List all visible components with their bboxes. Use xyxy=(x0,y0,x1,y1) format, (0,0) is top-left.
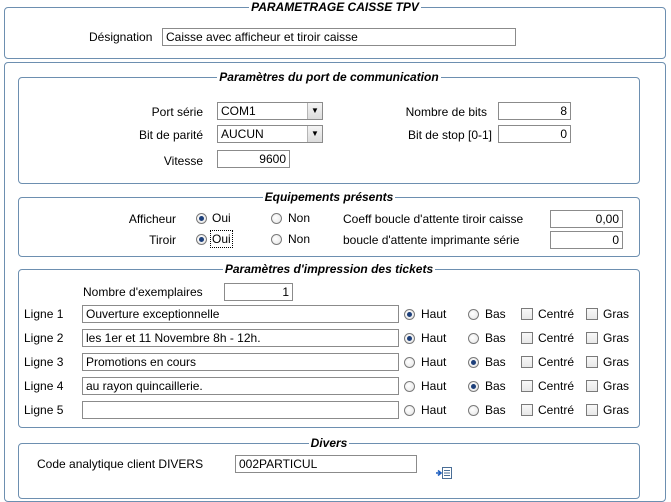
bold-label: Gras xyxy=(603,403,630,417)
center-label: Centré xyxy=(538,355,575,369)
bold-label: Gras xyxy=(603,355,630,369)
ticket-line-top-radio-4[interactable] xyxy=(404,381,415,392)
ticket-line-bottom-radio-5[interactable] xyxy=(468,405,479,416)
designation-label: Désignation xyxy=(89,30,153,44)
drawer-yes-label: Oui xyxy=(212,232,231,246)
ticket-line-label: Ligne 5 xyxy=(24,403,64,417)
stop-label: Bit de stop [0-1] xyxy=(407,128,492,142)
top-label: Haut xyxy=(421,355,447,369)
center-label: Centré xyxy=(538,403,575,417)
bottom-label: Bas xyxy=(485,403,506,417)
drawer-no-radio[interactable] xyxy=(271,234,282,245)
bits-input[interactable]: 8 xyxy=(498,102,571,120)
code-input[interactable]: 002PARTICUL xyxy=(235,455,417,473)
parity-select[interactable] xyxy=(217,125,323,143)
bottom-label: Bas xyxy=(485,307,506,321)
ticket-line-input-1[interactable]: Ouverture exceptionnelle xyxy=(82,305,399,323)
ticket-line-label: Ligne 3 xyxy=(24,355,64,369)
center-label: Centré xyxy=(538,307,575,321)
center-label: Centré xyxy=(538,331,575,345)
tickets-title: Paramètres d'impression des tickets xyxy=(224,262,434,276)
ticket-line-bottom-radio-3[interactable] xyxy=(468,357,479,368)
chevron-down-icon[interactable]: ▼ xyxy=(307,126,322,142)
copies-input[interactable]: 1 xyxy=(224,283,293,301)
ticket-line-bottom-radio-1[interactable] xyxy=(468,309,479,320)
coeff-label: Coeff boucle d'attente tiroir caisse xyxy=(343,212,524,226)
ticket-line-center-checkbox-4[interactable] xyxy=(521,380,533,392)
ticket-line-bold-checkbox-2[interactable] xyxy=(586,332,598,344)
top-label: Haut xyxy=(421,379,447,393)
speed-label: Vitesse xyxy=(163,154,203,168)
ticket-line-bottom-radio-4[interactable] xyxy=(468,381,479,392)
ticket-line-input-5[interactable] xyxy=(82,401,399,419)
speed-input[interactable]: 9600 xyxy=(217,150,290,168)
top-label: Haut xyxy=(421,403,447,417)
designation-input[interactable]: Caisse avec afficheur et tiroir caisse xyxy=(162,28,516,46)
ticket-line-center-checkbox-5[interactable] xyxy=(521,404,533,416)
ticket-line-center-checkbox-1[interactable] xyxy=(521,308,533,320)
center-label: Centré xyxy=(538,379,575,393)
ticket-line-bold-checkbox-4[interactable] xyxy=(586,380,598,392)
ticket-line-top-radio-5[interactable] xyxy=(404,405,415,416)
display-no-label: Non xyxy=(288,211,311,225)
ticket-line-input-2[interactable]: les 1er et 11 Novembre 8h - 12h. xyxy=(82,329,399,347)
parity-value: AUCUN xyxy=(221,127,264,141)
drawer-no-label: Non xyxy=(288,232,311,246)
chevron-down-icon[interactable]: ▼ xyxy=(307,103,322,119)
ticket-line-top-radio-2[interactable] xyxy=(404,333,415,344)
display-label: Afficheur xyxy=(128,212,176,226)
ticket-line-top-radio-3[interactable] xyxy=(404,357,415,368)
ticket-line-label: Ligne 4 xyxy=(24,379,64,393)
bold-label: Gras xyxy=(603,307,630,321)
ticket-line-label: Ligne 2 xyxy=(24,331,64,345)
ticket-line-top-radio-1[interactable] xyxy=(404,309,415,320)
drawer-label: Tiroir xyxy=(149,233,176,247)
ticket-line-bottom-radio-2[interactable] xyxy=(468,333,479,344)
comm-title: Paramètres du port de communication xyxy=(219,70,439,84)
port-select[interactable] xyxy=(217,102,323,120)
ticket-line-bold-checkbox-3[interactable] xyxy=(586,356,598,368)
display-yes-label: Oui xyxy=(212,211,231,225)
ticket-line-input-3[interactable]: Promotions en cours xyxy=(82,353,399,371)
top-label: Haut xyxy=(421,307,447,321)
port-label: Port série xyxy=(151,105,203,119)
bold-label: Gras xyxy=(603,379,630,393)
copies-label: Nombre d'exemplaires xyxy=(83,285,203,299)
stop-input[interactable]: 0 xyxy=(498,125,571,143)
ticket-line-bold-checkbox-5[interactable] xyxy=(586,404,598,416)
ticket-line-bold-checkbox-1[interactable] xyxy=(586,308,598,320)
bottom-label: Bas xyxy=(485,379,506,393)
ticket-line-input-4[interactable]: au rayon quincaillerie. xyxy=(82,377,399,395)
misc-title: Divers xyxy=(310,436,348,450)
loop-label: boucle d'attente imprimante série xyxy=(343,233,520,247)
parity-label: Bit de parité xyxy=(138,128,203,142)
bold-label: Gras xyxy=(603,331,630,345)
ticket-line-center-checkbox-3[interactable] xyxy=(521,356,533,368)
coeff-input[interactable]: 0,00 xyxy=(550,210,623,228)
code-label: Code analytique client DIVERS xyxy=(37,457,204,471)
display-yes-radio[interactable] xyxy=(196,213,207,224)
display-no-radio[interactable] xyxy=(271,213,282,224)
list-lookup-icon[interactable] xyxy=(435,466,453,480)
window-title: PARAMETRAGE CAISSE TPV xyxy=(251,0,419,14)
ticket-line-center-checkbox-2[interactable] xyxy=(521,332,533,344)
drawer-yes-radio[interactable] xyxy=(196,234,207,245)
ticket-line-label: Ligne 1 xyxy=(24,307,64,321)
loop-input[interactable]: 0 xyxy=(550,231,623,249)
equip-title: Equipements présents xyxy=(264,190,394,204)
bottom-label: Bas xyxy=(485,331,506,345)
bits-label: Nombre de bits xyxy=(405,105,487,119)
bottom-label: Bas xyxy=(485,355,506,369)
port-value: COM1 xyxy=(221,104,256,118)
top-label: Haut xyxy=(421,331,447,345)
equip-group xyxy=(18,190,640,257)
